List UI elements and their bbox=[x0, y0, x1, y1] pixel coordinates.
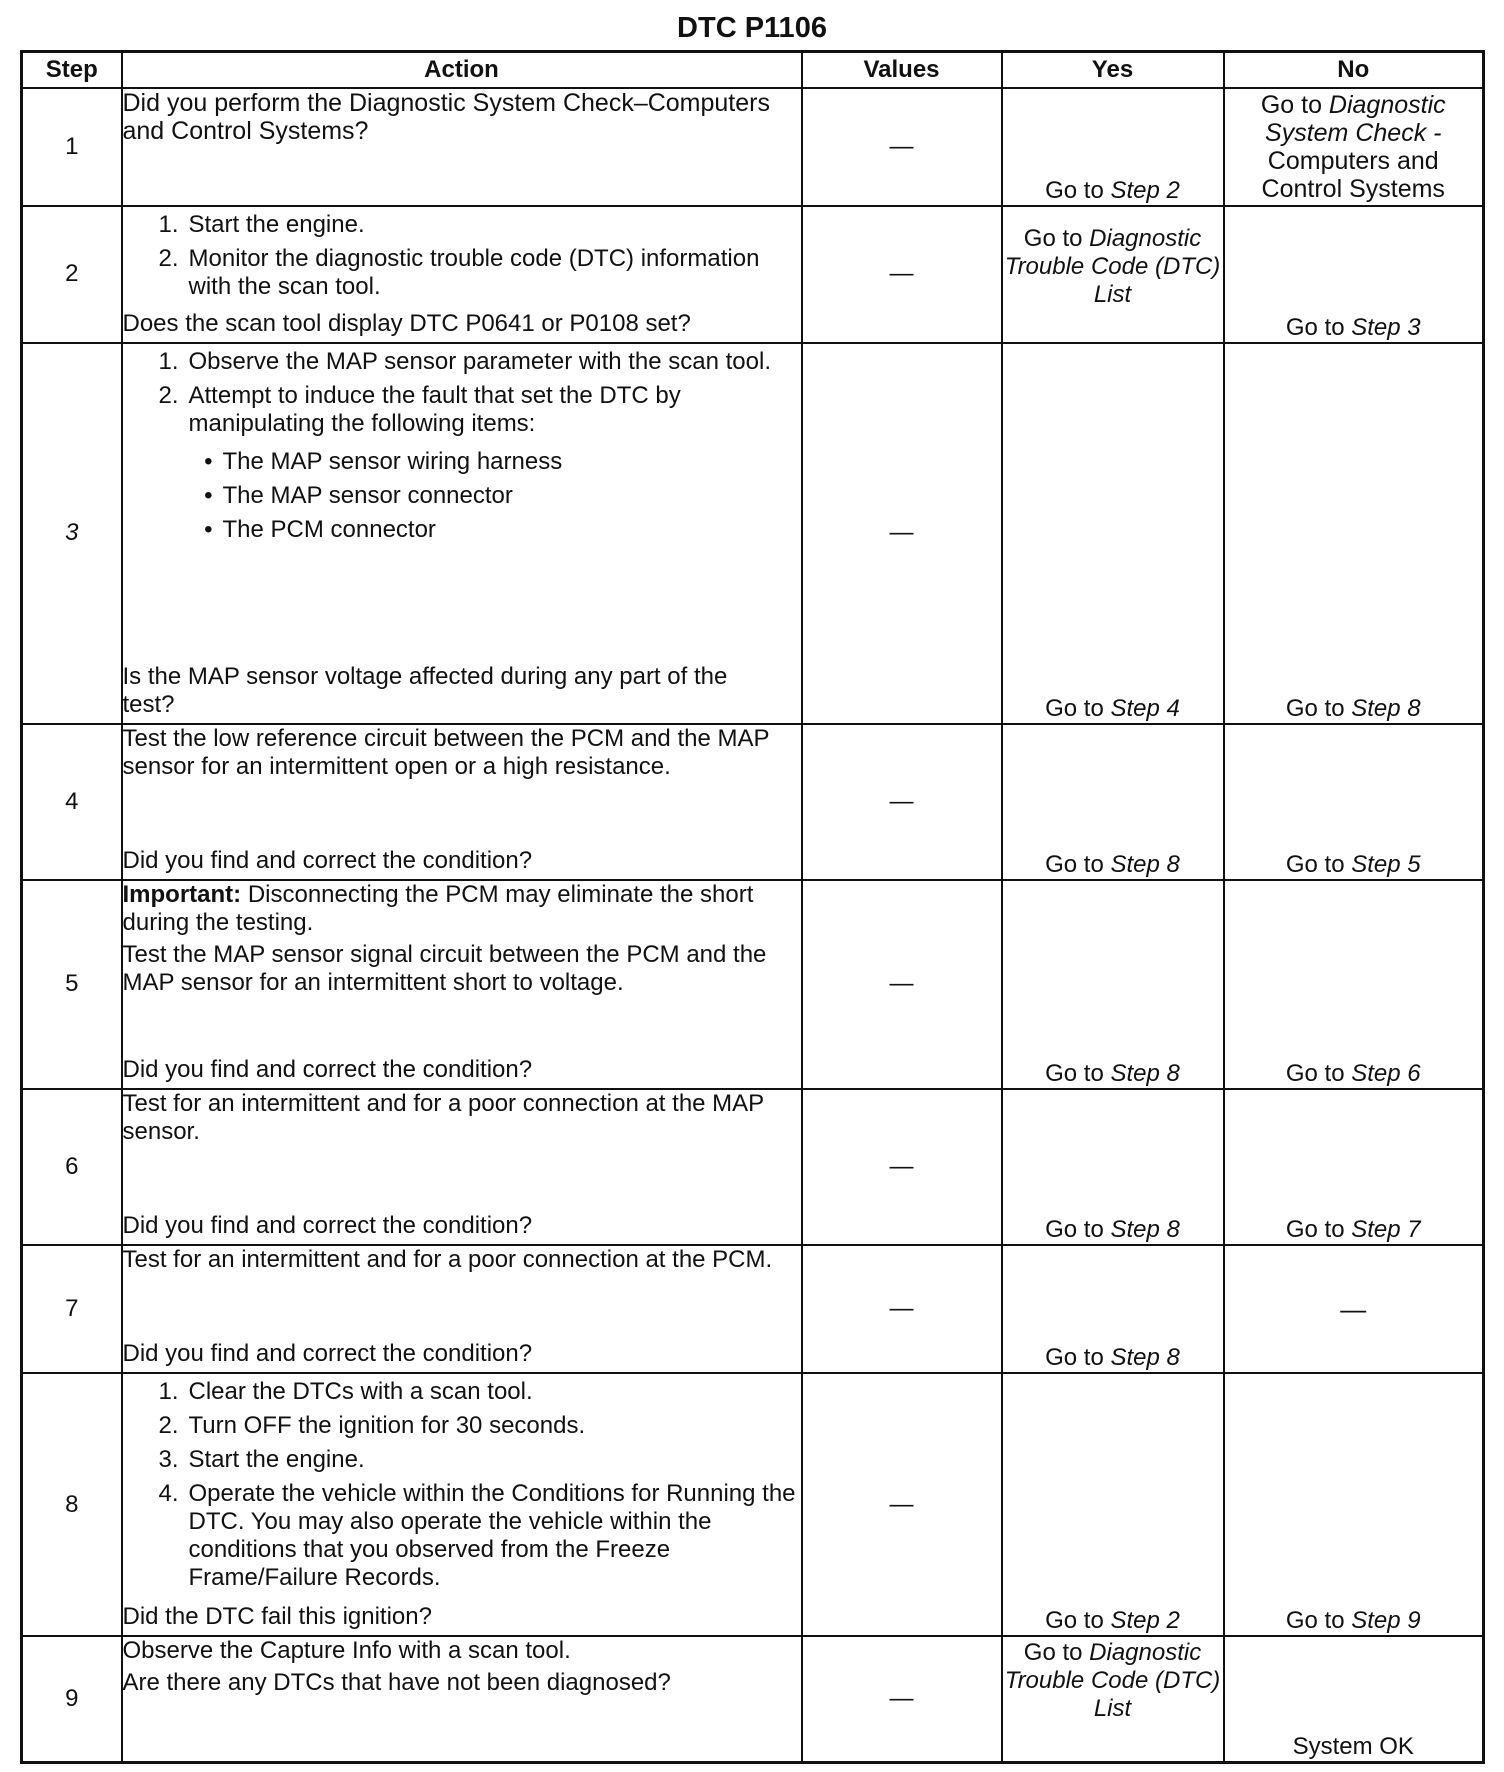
no-prefix: Go to bbox=[1285, 1059, 1352, 1087]
no-prefix: Go to bbox=[1285, 1216, 1352, 1244]
no-cell bbox=[1224, 724, 1484, 880]
action-question: Did you find and correct the condition? bbox=[122, 1340, 533, 1368]
step-number: 3 bbox=[22, 343, 122, 724]
action-text: Test the MAP sensor signal circuit between the PCM and the MAP sensor for an intermittent short to voltage. bbox=[122, 941, 767, 997]
action-text: Test the low reference circuit between the PCM and the MAP sensor for an intermittent open or a high resistance. bbox=[122, 724, 770, 780]
diagnostic-table bbox=[20, 50, 1485, 1764]
step-number: 7 bbox=[22, 1245, 122, 1373]
no-suffix: Computers and Control Systems bbox=[1261, 147, 1445, 203]
yes-prefix: Go to bbox=[1045, 1216, 1111, 1244]
no-prefix: Go to bbox=[1285, 313, 1352, 341]
action-question: Did you find and correct the condition? bbox=[122, 1212, 533, 1240]
yes-cell bbox=[1002, 206, 1224, 342]
no-cell bbox=[1224, 1089, 1484, 1245]
yes-link[interactable]: Step 2 bbox=[1110, 177, 1180, 205]
header-no: No bbox=[1224, 52, 1484, 89]
table-row bbox=[22, 206, 1484, 342]
list-item: 2. Attempt to induce the fault that set the DTC by manipulating the following items: bbox=[158, 381, 681, 437]
no-cell bbox=[1224, 880, 1484, 1089]
no-link[interactable]: Diagnostic System Check - bbox=[1265, 91, 1446, 147]
yes-cell bbox=[1002, 880, 1224, 1089]
no-prefix: Go to bbox=[1260, 91, 1329, 119]
list-item: 4. Operate the vehicle within the Conditions for Running the DTC. You may also operate the vehicle within the conditions that you observed from the Freeze Frame/Failure Records. bbox=[158, 1480, 796, 1592]
yes-cell bbox=[1002, 1373, 1224, 1636]
action-cell bbox=[122, 1245, 802, 1373]
values-cell: — bbox=[802, 1636, 1002, 1762]
table-header-row bbox=[22, 52, 1484, 89]
yes-link[interactable]: Step 8 bbox=[1110, 1344, 1180, 1372]
values-cell: — bbox=[802, 1089, 1002, 1245]
values-cell: — bbox=[802, 1245, 1002, 1373]
yes-link[interactable]: Step 8 bbox=[1110, 1059, 1180, 1087]
action-text: Observe the Capture Info with a scan tool. bbox=[122, 1637, 571, 1665]
step-number: 9 bbox=[22, 1636, 122, 1762]
list-item: • The MAP sensor connector bbox=[204, 481, 513, 509]
action-bullets bbox=[123, 448, 801, 550]
no-cell bbox=[1224, 343, 1484, 724]
step-number: 4 bbox=[22, 724, 122, 880]
header-action: Action bbox=[122, 52, 802, 89]
action-question: Did you find and correct the condition? bbox=[122, 1055, 533, 1083]
no-link[interactable]: Step 9 bbox=[1351, 1607, 1421, 1635]
action-cell bbox=[122, 343, 802, 724]
step-number: 5 bbox=[22, 880, 122, 1089]
action-question: Is the MAP sensor voltage affected during any part of the test? bbox=[122, 662, 728, 718]
yes-prefix: Go to bbox=[1045, 694, 1111, 722]
header-step: Step bbox=[22, 52, 122, 89]
yes-cell bbox=[1002, 343, 1224, 724]
action-text: Test for an intermittent and for a poor connection at the PCM. bbox=[122, 1246, 773, 1274]
yes-cell bbox=[1002, 88, 1224, 206]
action-steps bbox=[123, 348, 801, 444]
action-question: Does the scan tool display DTC P0641 or P0108 set? bbox=[122, 309, 691, 337]
list-item: 1. Start the engine. bbox=[158, 211, 365, 239]
important-text: Disconnecting the PCM may eliminate the short during the testing. bbox=[122, 881, 754, 937]
values-cell: — bbox=[802, 1373, 1002, 1636]
no-cell: — bbox=[1224, 1245, 1484, 1373]
values-cell: — bbox=[802, 88, 1002, 206]
values-cell: — bbox=[802, 206, 1002, 342]
list-item: 2. Monitor the diagnostic trouble code (DTC) information with the scan tool. bbox=[158, 245, 760, 301]
table-row bbox=[22, 1636, 1484, 1762]
list-item: 1. Observe the MAP sensor parameter with the scan tool. bbox=[158, 347, 772, 375]
important-note bbox=[123, 881, 801, 937]
yes-link[interactable]: Diagnostic Trouble Code (DTC) List bbox=[1004, 1639, 1221, 1723]
yes-prefix: Go to bbox=[1023, 1639, 1090, 1667]
step-number: 6 bbox=[22, 1089, 122, 1245]
no-prefix: Go to bbox=[1285, 1607, 1352, 1635]
yes-link[interactable]: Step 8 bbox=[1110, 1216, 1180, 1244]
list-item: 2. Turn OFF the ignition for 30 seconds. bbox=[158, 1412, 586, 1440]
header-yes: Yes bbox=[1002, 52, 1224, 89]
no-link[interactable]: Step 5 bbox=[1351, 851, 1421, 879]
no-link[interactable]: Step 7 bbox=[1351, 1216, 1421, 1244]
no-cell: System OK bbox=[1224, 1636, 1484, 1762]
table-row bbox=[22, 343, 1484, 724]
no-cell bbox=[1224, 206, 1484, 342]
yes-cell bbox=[1002, 1089, 1224, 1245]
action-cell bbox=[122, 1373, 802, 1636]
list-item: 1. Clear the DTCs with a scan tool. bbox=[158, 1378, 533, 1406]
no-prefix: Go to bbox=[1285, 694, 1352, 722]
action-steps bbox=[123, 1378, 801, 1598]
action-cell bbox=[122, 1089, 802, 1245]
list-item: • The MAP sensor wiring harness bbox=[204, 447, 563, 475]
yes-link[interactable]: Step 8 bbox=[1110, 851, 1180, 879]
yes-prefix: Go to bbox=[1045, 1607, 1111, 1635]
no-prefix: Go to bbox=[1285, 851, 1352, 879]
yes-prefix: Go to bbox=[1045, 851, 1111, 879]
yes-prefix: Go to bbox=[1045, 1059, 1111, 1087]
yes-cell bbox=[1002, 1245, 1224, 1373]
list-item: 3. Start the engine. bbox=[158, 1446, 365, 1474]
list-item: • The PCM connector bbox=[204, 515, 436, 543]
table-row bbox=[22, 1245, 1484, 1373]
page-title: DTC P1106 bbox=[677, 12, 827, 44]
action-cell bbox=[122, 880, 802, 1089]
values-cell: — bbox=[802, 880, 1002, 1089]
action-cell bbox=[122, 88, 802, 206]
yes-cell bbox=[1002, 1636, 1224, 1762]
values-cell: — bbox=[802, 343, 1002, 724]
action-question: Did the DTC fail this ignition? bbox=[122, 1603, 432, 1631]
yes-link[interactable]: Diagnostic Trouble Code (DTC) List bbox=[1004, 225, 1221, 309]
table-row bbox=[22, 1373, 1484, 1636]
action-question: Are there any DTCs that have not been diagnosed? bbox=[122, 1669, 671, 1697]
step-number: 8 bbox=[22, 1373, 122, 1636]
header-values: Values bbox=[802, 52, 1002, 89]
yes-link[interactable]: Step 2 bbox=[1110, 1607, 1180, 1635]
step-number: 1 bbox=[22, 88, 122, 206]
important-label: Important: bbox=[122, 881, 242, 909]
action-cell bbox=[122, 724, 802, 880]
yes-link[interactable]: Step 4 bbox=[1110, 694, 1180, 722]
table-row bbox=[22, 724, 1484, 880]
no-cell bbox=[1224, 88, 1484, 206]
values-cell: — bbox=[802, 724, 1002, 880]
action-cell bbox=[122, 206, 802, 342]
table-row bbox=[22, 880, 1484, 1089]
table-row bbox=[22, 1089, 1484, 1245]
action-question: Did you find and correct the condition? bbox=[122, 847, 533, 875]
table-row bbox=[22, 88, 1484, 206]
yes-cell bbox=[1002, 724, 1224, 880]
step-number: 2 bbox=[22, 206, 122, 342]
no-cell bbox=[1224, 1373, 1484, 1636]
no-link[interactable]: Step 8 bbox=[1351, 694, 1421, 722]
action-steps bbox=[123, 211, 801, 307]
yes-prefix: Go to bbox=[1023, 225, 1090, 253]
yes-prefix: Go to bbox=[1045, 1344, 1111, 1372]
action-text: Test for an intermittent and for a poor connection at the MAP sensor. bbox=[122, 1089, 764, 1145]
action-cell bbox=[122, 1636, 802, 1762]
yes-prefix: Go to bbox=[1045, 177, 1111, 205]
no-link[interactable]: Step 3 bbox=[1351, 313, 1421, 341]
no-link[interactable]: Step 6 bbox=[1351, 1059, 1421, 1087]
action-question: Did you perform the Diagnostic System Check–Computers and Control Systems? bbox=[122, 89, 770, 145]
